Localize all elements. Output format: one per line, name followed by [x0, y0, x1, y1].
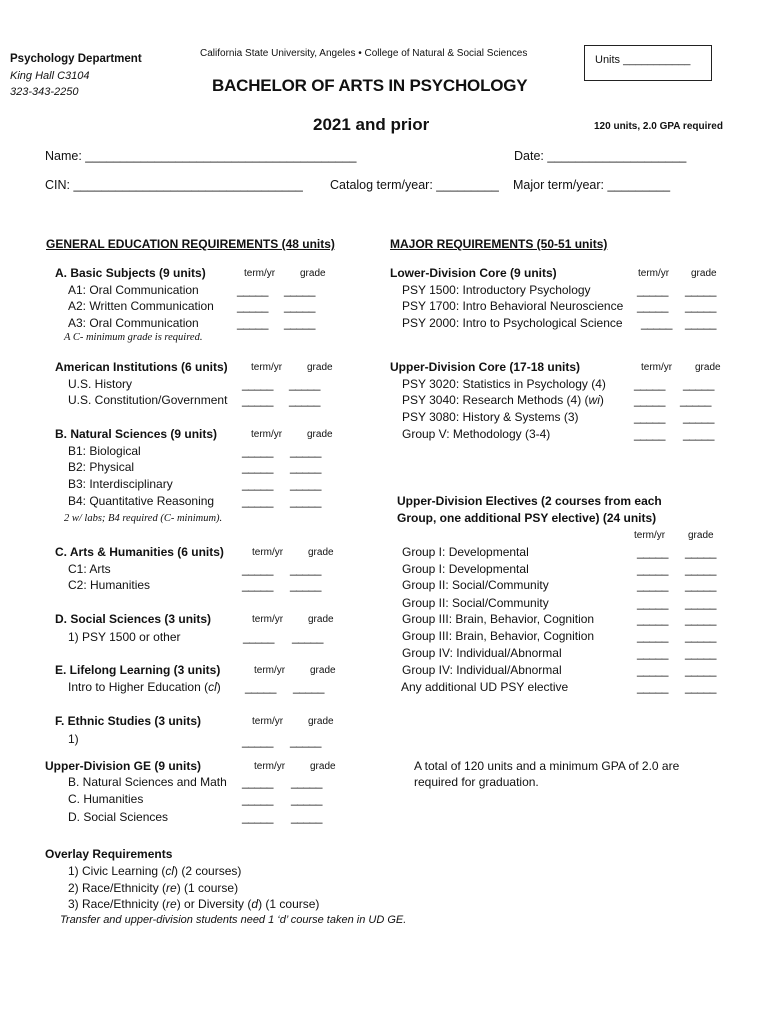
- term-blank[interactable]: _____: [237, 299, 268, 313]
- term-blank[interactable]: _____: [637, 629, 668, 643]
- ld-core-title: Lower-Division Core (9 units): [390, 266, 557, 280]
- page-title: BACHELOR OF ARTS IN PSYCHOLOGY: [212, 76, 528, 95]
- term-blank[interactable]: _____: [242, 734, 273, 748]
- term-blank[interactable]: _____: [637, 578, 668, 592]
- grade-blank[interactable]: _____: [685, 562, 716, 576]
- ge-ud1: B. Natural Sciences and Math: [68, 775, 227, 789]
- term-blank[interactable]: _____: [242, 393, 273, 407]
- name-field[interactable]: Name: _______________________________________: [45, 149, 357, 163]
- grade-header: grade: [310, 665, 336, 676]
- units-box[interactable]: [584, 45, 712, 81]
- term-header: term/yr: [252, 614, 284, 625]
- phone-number: 323-343-2250: [10, 86, 79, 98]
- grade-header: grade: [308, 614, 334, 625]
- term-header: term/yr: [641, 362, 673, 373]
- elective-item: Group I: Developmental: [402, 562, 529, 576]
- ud-core-title: Upper-Division Core (17-18 units): [390, 360, 581, 374]
- overlay-note: Transfer and upper-division students need 1 ‘d’ course taken in UD GE.: [60, 914, 407, 926]
- electives-title-line1: Upper-Division Electives (2 courses from each: [397, 494, 662, 508]
- ge-a-title: A. Basic Subjects (9 units): [55, 266, 206, 280]
- grade-blank[interactable]: _____: [685, 283, 716, 297]
- university-line: California State University, Angeles • College of Natural & Social Sciences: [200, 48, 528, 59]
- ge-d-title: D. Social Sciences (3 units): [55, 612, 212, 626]
- grade-blank[interactable]: _____: [291, 775, 322, 789]
- elective-item: Any additional UD PSY elective: [401, 680, 569, 694]
- office-location: King Hall C3104: [10, 70, 90, 82]
- ge-b4: B4: Quantitative Reasoning: [68, 494, 215, 508]
- grade-blank[interactable]: _____: [683, 410, 714, 424]
- term-blank[interactable]: _____: [634, 410, 665, 424]
- term-header: term/yr: [254, 665, 286, 676]
- overlay-item-3: 3) Race/Ethnicity (re) or Diversity (d) (1 course): [68, 897, 320, 911]
- grade-header: grade: [691, 268, 717, 279]
- elective-item: Group II: Social/Community: [402, 578, 549, 592]
- elective-item: Group II: Social/Community: [402, 596, 549, 610]
- grade-header: grade: [300, 268, 326, 279]
- grade-blank[interactable]: _____: [683, 377, 714, 391]
- elective-item: Group IV: Individual/Abnormal: [402, 663, 562, 677]
- term-blank[interactable]: _____: [237, 283, 268, 297]
- overlay-item-1: 1) Civic Learning (cl) (2 courses): [68, 864, 242, 878]
- ge-b-title: B. Natural Sciences (9 units): [55, 427, 218, 441]
- grade-header: grade: [307, 429, 333, 440]
- term-blank[interactable]: _____: [242, 460, 273, 474]
- term-blank[interactable]: _____: [237, 316, 268, 330]
- term-blank[interactable]: _____: [242, 377, 273, 391]
- grade-header: grade: [308, 716, 334, 727]
- grade-blank[interactable]: _____: [685, 545, 716, 559]
- ld-core-2: PSY 1700: Intro Behavioral Neuroscience: [402, 299, 624, 313]
- ge-ai2: U.S. Constitution/Government: [68, 393, 228, 407]
- ld-core-3: PSY 2000: Intro to Psychological Science: [402, 316, 623, 330]
- grade-blank[interactable]: _____: [290, 444, 321, 458]
- term-header: term/yr: [638, 268, 670, 279]
- term-blank[interactable]: _____: [637, 680, 668, 694]
- overlay-title: Overlay Requirements: [45, 847, 173, 861]
- term-blank[interactable]: _____: [637, 562, 668, 576]
- grade-blank[interactable]: _____: [291, 810, 322, 824]
- term-blank[interactable]: _____: [634, 377, 665, 391]
- term-blank[interactable]: _____: [637, 283, 668, 297]
- term-header: term/yr: [634, 530, 666, 541]
- units-label: Units ___________: [595, 54, 691, 66]
- term-header: term/yr: [254, 761, 286, 772]
- term-blank[interactable]: _____: [637, 646, 668, 660]
- ge-ud3: D. Social Sciences: [68, 810, 169, 824]
- grade-blank[interactable]: _____: [290, 734, 321, 748]
- ud-core-1: PSY 3020: Statistics in Psychology (4): [402, 377, 606, 391]
- date-field[interactable]: Date: ____________________: [514, 149, 687, 163]
- ud-core-3: PSY 3080: History & Systems (3): [402, 410, 579, 424]
- term-blank[interactable]: _____: [245, 680, 276, 694]
- term-blank[interactable]: _____: [634, 427, 665, 441]
- ge-c2: C2: Humanities: [68, 578, 151, 592]
- term-blank[interactable]: _____: [242, 562, 273, 576]
- term-header: term/yr: [251, 362, 283, 373]
- page-subtitle: 2021 and prior: [313, 115, 430, 134]
- grade-blank[interactable]: _____: [290, 494, 321, 508]
- term-blank[interactable]: _____: [634, 393, 665, 407]
- ge-b1: B1: Biological: [68, 444, 141, 458]
- ge-b-note: 2 w/ labs; B4 required (C- minimum).: [64, 513, 223, 524]
- grade-blank[interactable]: _____: [290, 562, 321, 576]
- ud-core-4: Group V: Methodology (3-4): [402, 427, 551, 441]
- ld-core-1: PSY 1500: Introductory Psychology: [402, 283, 591, 297]
- ge-heading: GENERAL EDUCATION REQUIREMENTS (48 units): [46, 237, 335, 251]
- ud-core-2: PSY 3040: Research Methods (4) (wi): [402, 393, 604, 407]
- term-blank[interactable]: _____: [242, 810, 273, 824]
- grade-blank[interactable]: _____: [685, 629, 716, 643]
- electives-title-line2: Group, one additional PSY elective) (24 units): [397, 511, 657, 525]
- grade-blank[interactable]: _____: [284, 316, 315, 330]
- graduation-note: A total of 120 units and a minimum GPA of 2.0 are required for graduation.: [414, 759, 680, 789]
- grade-blank[interactable]: _____: [290, 477, 321, 491]
- grade-blank[interactable]: _____: [685, 299, 716, 313]
- grade-blank[interactable]: _____: [290, 460, 321, 474]
- grade-blank[interactable]: _____: [284, 283, 315, 297]
- ge-e-title: E. Lifelong Learning (3 units): [55, 663, 221, 677]
- major-heading: MAJOR REQUIREMENTS (50-51 units): [390, 237, 608, 251]
- overlay-item-2: 2) Race/Ethnicity (re) (1 course): [68, 881, 239, 895]
- grade-blank[interactable]: _____: [680, 393, 711, 407]
- elective-item: Group IV: Individual/Abnormal: [402, 646, 562, 660]
- major-term-field[interactable]: Major term/year: _________: [513, 178, 671, 192]
- ge-b3: B3: Interdisciplinary: [68, 477, 173, 491]
- ge-c-title: C. Arts & Humanities (6 units): [55, 545, 224, 559]
- term-blank[interactable]: _____: [637, 612, 668, 626]
- grade-header: grade: [688, 530, 714, 541]
- ge-ai-title: American Institutions (6 units): [55, 360, 228, 374]
- ge-a2: A2: Written Communication: [68, 299, 214, 313]
- grade-blank[interactable]: _____: [685, 663, 716, 677]
- cin-field[interactable]: CIN: _________________________________: [45, 178, 303, 192]
- term-header: term/yr: [252, 716, 284, 727]
- grade-header: grade: [308, 547, 334, 558]
- grade-blank[interactable]: _____: [685, 680, 716, 694]
- elective-item: Group I: Developmental: [402, 545, 529, 559]
- ge-ai1: U.S. History: [68, 377, 133, 391]
- ge-b2: B2: Physical: [68, 460, 135, 474]
- term-blank[interactable]: _____: [637, 663, 668, 677]
- grade-blank[interactable]: _____: [290, 578, 321, 592]
- term-blank[interactable]: _____: [243, 630, 274, 644]
- term-header: term/yr: [244, 268, 276, 279]
- ge-ud-title: Upper-Division GE (9 units): [45, 759, 202, 773]
- term-blank[interactable]: _____: [242, 578, 273, 592]
- term-blank[interactable]: _____: [242, 775, 273, 789]
- elective-item: Group III: Brain, Behavior, Cognition: [402, 612, 595, 626]
- ge-e1: Intro to Higher Education (cl): [68, 680, 221, 694]
- elective-item: Group III: Brain, Behavior, Cognition: [402, 629, 595, 643]
- grade-blank[interactable]: _____: [685, 646, 716, 660]
- ge-a-note: A C- minimum grade is required.: [64, 332, 203, 343]
- ge-c1: C1: Arts: [68, 562, 111, 576]
- requirement-note: 120 units, 2.0 GPA required: [594, 121, 723, 132]
- ge-ud2: C. Humanities: [68, 792, 144, 806]
- ge-f1: 1): [68, 732, 79, 746]
- term-blank[interactable]: _____: [242, 792, 273, 806]
- grade-blank[interactable]: _____: [291, 792, 322, 806]
- department-name: Psychology Department: [10, 53, 142, 65]
- grade-blank[interactable]: _____: [685, 612, 716, 626]
- grade-blank[interactable]: _____: [685, 316, 716, 330]
- term-header: term/yr: [252, 547, 284, 558]
- grade-header: grade: [307, 362, 333, 373]
- grade-blank[interactable]: _____: [289, 393, 320, 407]
- term-blank[interactable]: _____: [637, 299, 668, 313]
- term-blank[interactable]: _____: [637, 596, 668, 610]
- grade-blank[interactable]: _____: [685, 578, 716, 592]
- grade-blank[interactable]: _____: [292, 630, 323, 644]
- grade-header: grade: [695, 362, 721, 373]
- ge-a3: A3: Oral Communication: [68, 316, 199, 330]
- grade-header: grade: [310, 761, 336, 772]
- ge-f-title: F. Ethnic Studies (3 units): [55, 714, 202, 728]
- term-blank[interactable]: _____: [637, 545, 668, 559]
- term-blank[interactable]: _____: [242, 477, 273, 491]
- ge-d1: 1) PSY 1500 or other: [68, 630, 181, 644]
- grade-blank[interactable]: _____: [685, 596, 716, 610]
- grade-blank[interactable]: _____: [289, 377, 320, 391]
- term-blank[interactable]: _____: [242, 494, 273, 508]
- ge-a1: A1: Oral Communication: [68, 283, 199, 297]
- term-blank[interactable]: _____: [641, 316, 672, 330]
- grade-blank[interactable]: _____: [293, 680, 324, 694]
- term-header: term/yr: [251, 429, 283, 440]
- term-blank[interactable]: _____: [242, 444, 273, 458]
- grade-blank[interactable]: _____: [683, 427, 714, 441]
- grade-blank[interactable]: _____: [284, 299, 315, 313]
- catalog-term-field[interactable]: Catalog term/year: _________: [330, 178, 499, 192]
